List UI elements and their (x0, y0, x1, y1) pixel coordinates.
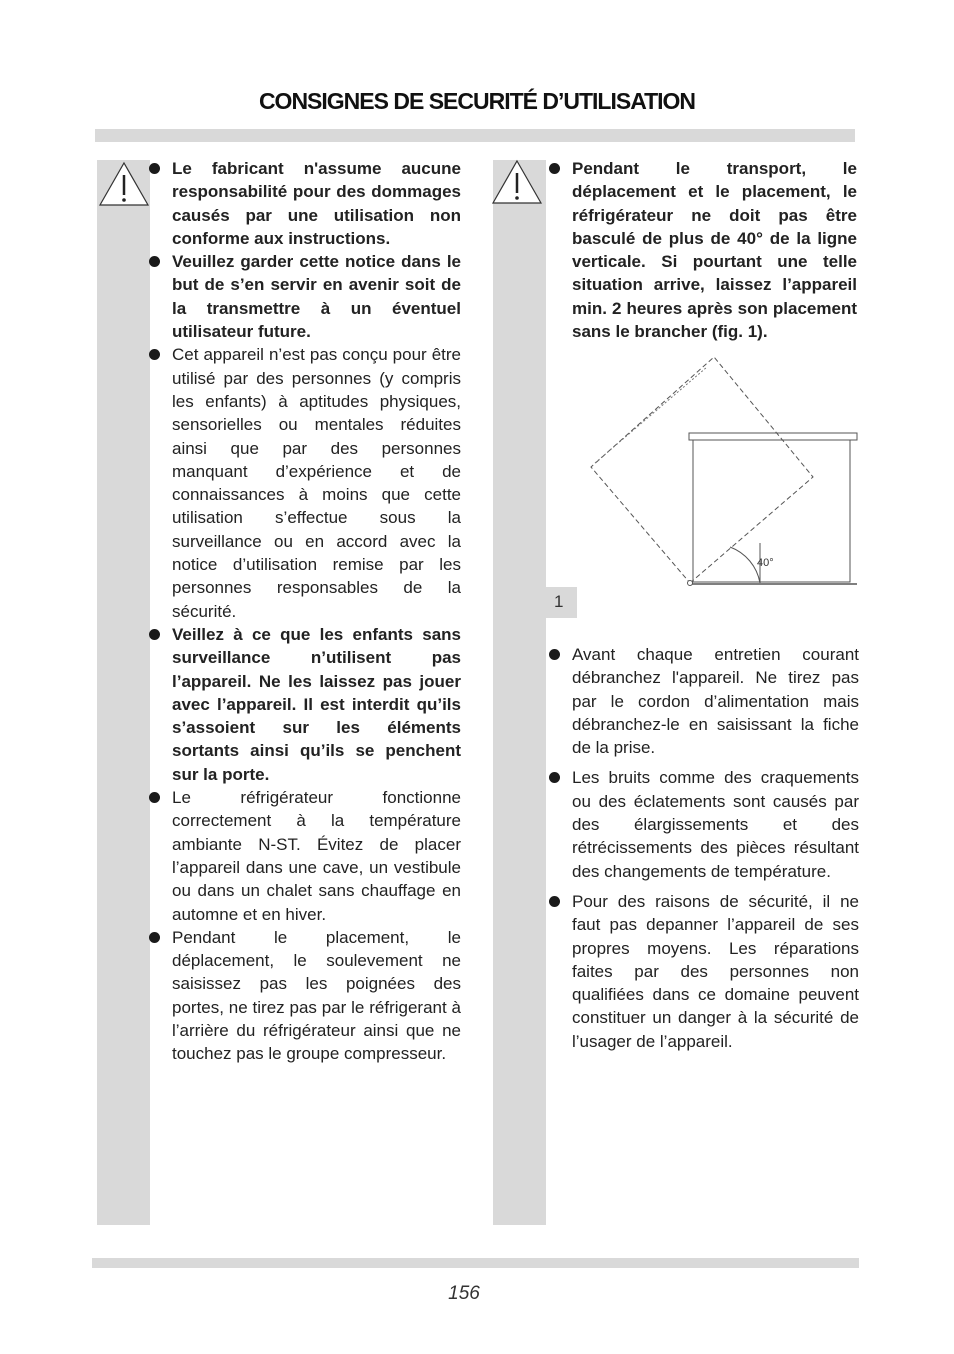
bullet-dot-icon (149, 163, 160, 174)
fridge-top (689, 433, 857, 440)
bullet-dot-icon (149, 629, 160, 640)
pivot-point (688, 581, 693, 586)
right-column-bottom (548, 643, 859, 1060)
list-item (148, 250, 461, 343)
right-margin-strip (493, 160, 546, 1225)
list-item (148, 623, 461, 786)
list-item (148, 157, 461, 250)
warning-triangle-icon (98, 160, 150, 208)
footer-rule (92, 1258, 859, 1268)
list-item-text: Pendant le transport, le déplacement et le placement, le réfrigérateur ne doit pas être basculé de plus de 40° de la ligne verticale. Si pourtant une telle situation arrive, laissez l’appareil min. 2 heures après son placement sans le brancher (fig. 1). (572, 159, 857, 342)
list-item-text: Veuillez garder cette notice dans le but de s’en servir en avenir soit de la transmettre à un éventuel utilisateur future. (172, 252, 461, 342)
angle-label: 40° (757, 557, 774, 569)
bullet-dot-icon (149, 349, 160, 360)
tilt-diagram (585, 355, 860, 590)
list-item-text: Le fabricant n'assume aucune responsabilité pour des dommages causés par une utilisation non conforme aux instructions. (172, 159, 461, 248)
list-item (548, 890, 859, 1053)
list-item-text: Avant chaque entretien courant débranchez l'appareil. Ne tirez pas par le cordon d’alimentation mais débranchez-le en saisissant la fiche de la prise. (572, 645, 859, 758)
list-item (548, 643, 859, 759)
list-item-text: Les bruits comme des craquements ou des éclatements sont causés par des élargissements et des rétrécissements des pièces résultant des changements de température. (572, 768, 859, 881)
list-item (148, 786, 461, 926)
bullet-dot-icon (149, 256, 160, 267)
list-item-text: Le réfrigérateur fonctionne correctement à la température ambiante N-ST. Évitez de placer l’appareil dans une cave, un vestibule ou dans un chalet sans chauffage en automne et en hiver. (172, 788, 461, 924)
bullet-dot-icon (149, 932, 160, 943)
page-number: 156 (448, 1283, 480, 1304)
bullet-dot-icon (549, 163, 560, 174)
list-item (548, 157, 857, 343)
bullet-dot-icon (149, 792, 160, 803)
list-item-text: Veillez à ce que les enfants sans surveillance n’utilisent pas l’appareil. Ne les laissez pas jouer avec l’appareil. Il est interdit qu’ils s’assoient sur les éléments sortants ainsi qu’ils se penchent sur la porte. (172, 624, 461, 784)
right-column-top (548, 157, 857, 343)
list-item-text: Pendant le placement, le déplacement, le soulevement ne saisissez pas les poignées des portes, ne tirez pas par le réfrigerant à l’arrière du réfrigérateur ainsi que ne touchez pas le groupe compresseur. (172, 927, 461, 1064)
header-rule (95, 129, 855, 142)
list-item-text: Pour des raisons de sécurité, il ne faut pas depanner l’appareil de ses propres moyens. Les réparations faites par des personnes non qualifiées dans ce domaine peuvent constituer un danger à la sécurité de l’usager de l’appareil. (572, 891, 859, 1051)
warning-triangle-icon (491, 158, 543, 206)
list-item (548, 766, 859, 882)
list-item (148, 343, 461, 623)
left-column (148, 157, 461, 1066)
bullet-dot-icon (549, 649, 560, 660)
figure-label: 1 (546, 587, 577, 618)
bullet-dot-icon (549, 772, 560, 783)
tilted-fridge-top-edge (595, 367, 707, 463)
list-item-text: Cet appareil n’est pas conçu pour être utilisé par des personnes (y compris les enfants) à aptitudes physiques, sensorielles ou mentales réduites ainsi que par des personnes manquant d’expérience et de connaissances à moins que cette utilisation s’effectue sous la surveillance ou en accord avec la notice d’utilisation remise par les personnes responsables de la sécurité. (172, 345, 461, 621)
list-item (148, 926, 461, 1066)
left-margin-strip (97, 160, 150, 1225)
page-title: CONSIGNES DE SECURITÉ D’UTILISATION (258, 88, 696, 114)
bullet-dot-icon (549, 896, 560, 907)
